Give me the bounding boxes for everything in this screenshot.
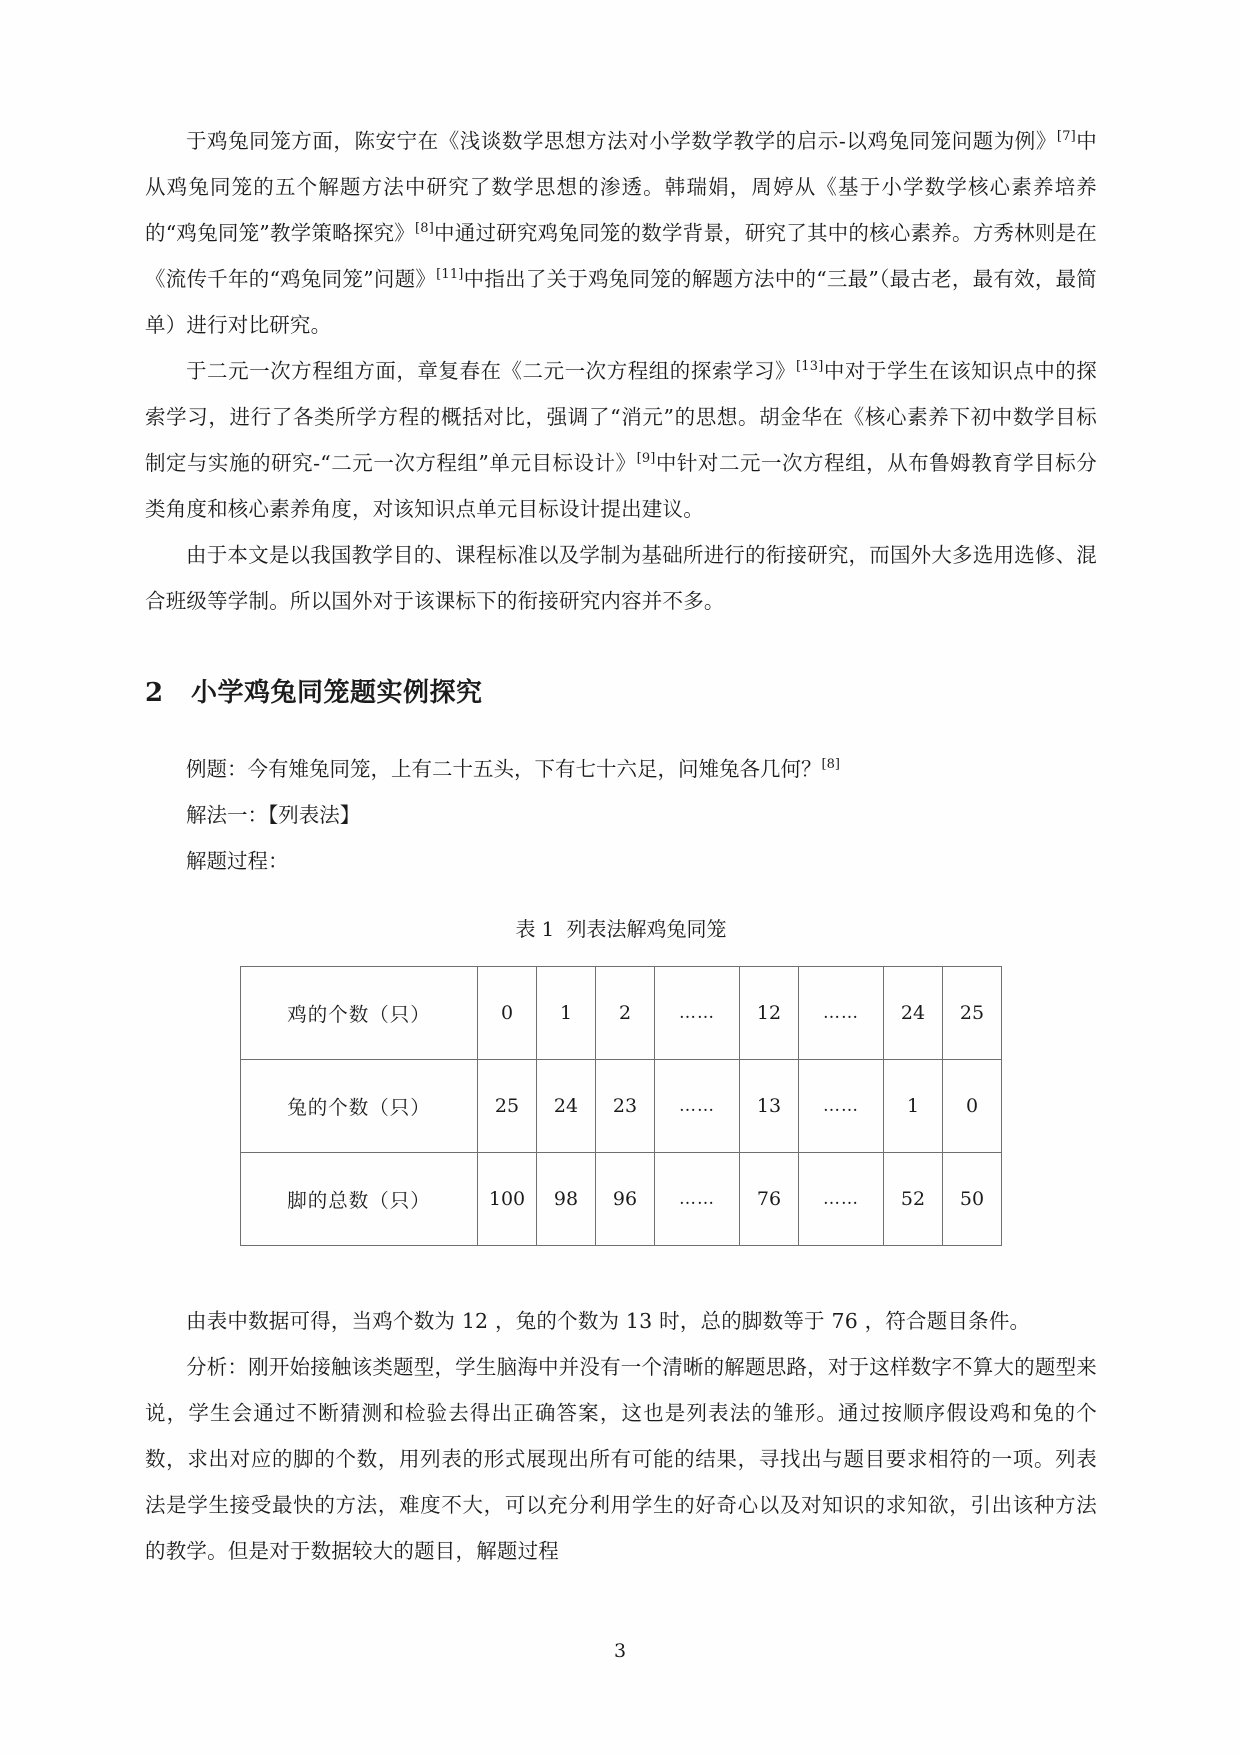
paragraph-literature-review-chicken-rabbit	[145, 118, 1097, 348]
citation-reference: [7]	[1056, 129, 1076, 145]
example-problem	[145, 746, 1097, 792]
paragraph-research-scope: 由于本文是以我国教学目的、课程标准以及学制为基础所进行的衔接研究，而国外大多选用选修、混合班级等学制。所以国外对于该课标下的衔接研究内容并不多。	[145, 543, 1097, 613]
example-problem-text: 例题：今有雉兔同笼，上有二十五头，下有七十六足，问雉兔各几何？	[186, 757, 822, 781]
post-table-content	[145, 1298, 1097, 1574]
table-cell: 24	[537, 1060, 596, 1153]
table-caption-number: 1	[541, 917, 555, 941]
table-row	[241, 967, 1002, 1060]
table-row-header: 脚的总数（只）	[241, 1153, 478, 1246]
table-cell: 0	[478, 967, 537, 1060]
example-process: 解题过程：	[186, 849, 289, 873]
paragraph-text-segment: 中对于学生在该知识点中的探索学习，进行了各类所学方程的概括对比，强调了“消元”的思想。胡金华在《核心素养下初中数学目标制定与实施的研究-“二元一次方程组”单元目标设计》	[145, 359, 1097, 475]
table-cell: 12	[740, 967, 799, 1060]
table-cell: 2	[596, 967, 655, 1060]
table-cell-ellipsis: ……	[655, 967, 740, 1060]
table-cell: 23	[596, 1060, 655, 1153]
section-title: 小学鸡兔同笼题实例探究	[191, 678, 483, 708]
paragraph-table-conclusion: 由表中数据可得，当鸡个数为 12 ，兔的个数为 13 时，总的脚数等于 76 ，符合题目条件。	[186, 1309, 1031, 1333]
citation-reference: [9]	[636, 451, 656, 467]
example-method: 解法一：【列表法】	[186, 803, 361, 827]
table-cell: 0	[943, 1060, 1002, 1153]
table-row	[241, 1060, 1002, 1153]
page-number: 3	[613, 1640, 627, 1662]
table-cell: 25	[478, 1060, 537, 1153]
citation-reference: [8]	[415, 221, 435, 237]
paragraph-text-segment: 于鸡兔同笼方面，陈安宁在《浅谈数学思想方法对小学数学教学的启示-以鸡兔同笼问题为例》	[186, 129, 1057, 153]
table-cell: 13	[740, 1060, 799, 1153]
citation-reference: [13]	[796, 359, 824, 375]
table-row-header: 鸡的个数（只）	[241, 967, 478, 1060]
table-caption-label: 表	[515, 917, 536, 941]
table-cell-ellipsis: ……	[799, 1060, 884, 1153]
table-cell: 24	[884, 967, 943, 1060]
example-block	[145, 746, 1097, 884]
page-content	[145, 118, 1097, 1574]
table-row	[241, 1153, 1002, 1246]
table-cell: 52	[884, 1153, 943, 1246]
table-body	[241, 967, 1002, 1246]
paragraph-text-segment: 于二元一次方程组方面，章复春在《二元一次方程组的探索学习》	[186, 359, 797, 383]
paragraph-text-segment: 中指出了关于鸡兔同笼的解题方法中的“三最”（最古老，最有效，最简单）进行对比研究。	[145, 267, 1097, 337]
table-cell: 25	[943, 967, 1002, 1060]
paragraph-literature-review-linear-equations	[145, 348, 1097, 532]
table-cell: 76	[740, 1153, 799, 1246]
table-cell: 1	[884, 1060, 943, 1153]
table-cell-ellipsis: ……	[799, 1153, 884, 1246]
paragraph-text-segment: 中从鸡兔同笼的五个解题方法中研究了数学思想的渗透。韩瑞娟，周婷从《基于小学数学核心素养培养的“鸡兔同笼”教学策略探究》	[145, 129, 1097, 245]
table-cell: 96	[596, 1153, 655, 1246]
table-cell: 98	[537, 1153, 596, 1246]
list-method-table	[240, 966, 1002, 1246]
section-heading-2	[145, 670, 1097, 716]
table-cell-ellipsis: ……	[655, 1060, 740, 1153]
table-cell: 100	[478, 1153, 537, 1246]
citation-reference: [11]	[436, 267, 464, 283]
table-cell: 1	[537, 967, 596, 1060]
table-cell-ellipsis: ……	[799, 967, 884, 1060]
table-row-header: 兔的个数（只）	[241, 1060, 478, 1153]
section-number: 2	[145, 678, 164, 708]
table-caption-title: 列表法解鸡兔同笼	[566, 917, 727, 941]
table-cell-ellipsis: ……	[655, 1153, 740, 1246]
paragraph-analysis: 分析：刚开始接触该类题型，学生脑海中并没有一个清晰的解题思路，对于这样数字不算大的题型来说，学生会通过不断猜测和检验去得出正确答案，这也是列表法的雏形。通过按顺序假设鸡和兔的个数，求出对应的脚的个数，用列表的形式展现出所有可能的结果，寻找出与题目要求相符的一项。列表法是学生接受最快的方法，难度不大，可以充分利用学生的好奇心以及对知识的求知欲，引出该种方法的教学。但是对于数据较大的题目，解题过程	[145, 1355, 1097, 1563]
paragraph-text-segment: 中针对二元一次方程组，从布鲁姆教育学目标分类角度和核心素养角度，对该知识点单元目标设计提出建议。	[145, 451, 1097, 521]
paragraph-text-segment: 中通过研究鸡兔同笼的数学背景，研究了其中的核心素养。方秀林则是在《流传千年的“鸡兔同笼”问题》	[145, 221, 1097, 291]
table-caption	[145, 914, 1097, 944]
table-wrapper	[145, 966, 1097, 1246]
citation-reference: [8]	[821, 757, 840, 773]
table-cell: 50	[943, 1153, 1002, 1246]
